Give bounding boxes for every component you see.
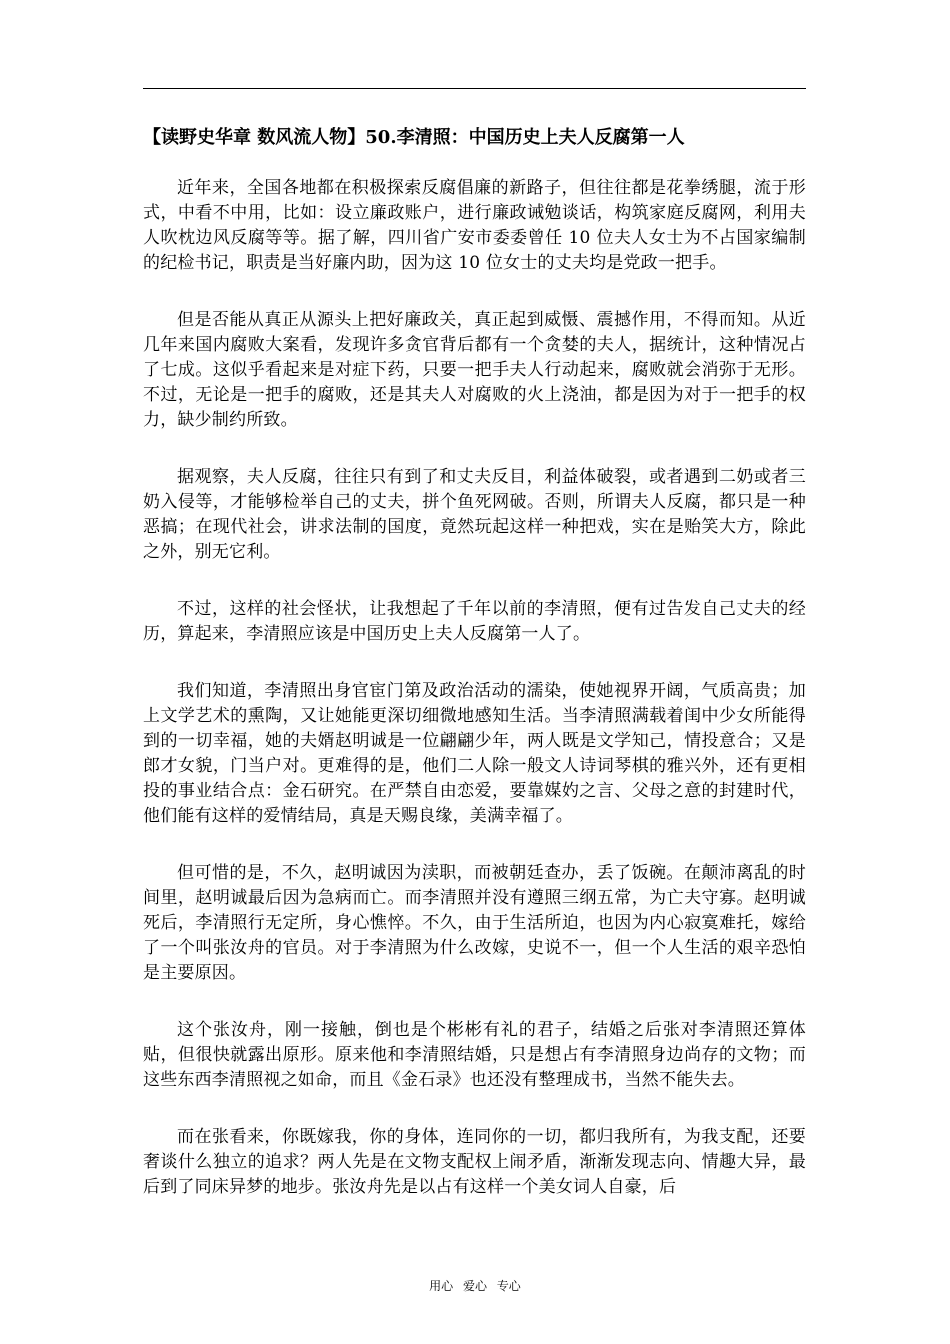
- paragraph: 我们知道，李清照出身官宦门第及政治活动的濡染，使她视界开阔，气质高贵；加上文学艺术的熏陶，又让她能更深切细微地感知生活。当李清照满载着闺中少女所能得到的一切幸福，她的夫婿赵明诚是一位翩翩少年，两人既是文学知己，情投意合；又是郎才女貌，门当户对。更难得的是，他们二人除一般文人诗词琴棋的雅兴外，还有更相投的事业结合点：金石研究。在严禁自由恋爱，要靠媒妁之言、父母之意的封建时代，他们能有这样的爱情结局，真是天赐良缘，美满幸福了。: [143, 681, 806, 826]
- paragraph: 不过，这样的社会怪状，让我想起了千年以前的李清照，便有过告发自己丈夫的经历，算起来，李清照应该是中国历史上夫人反腐第一人了。: [143, 599, 806, 644]
- paragraph: 近年来，全国各地都在积极探索反腐倡廉的新路子，但往往都是花拳绣腿，流于形式，中看不中用，比如：设立廉政账户，进行廉政诫勉谈话，构筑家庭反腐网，利用夫人吹枕边风反腐等等。据了解，四川省广安市委委曾任 10 位夫人女士为不占国家编制的纪检书记，职责是当好廉内助，因为这 10 位女士的丈夫均是党政一把手。: [143, 178, 806, 273]
- paragraph: 据观察，夫人反腐，往往只有到了和丈夫反目，利益体破裂，或者遇到二奶或者三奶入侵等，才能够检举自己的丈夫，拼个鱼死网破。否则，所谓夫人反腐，都只是一种恶搞；在现代社会，讲求法制的国度，竟然玩起这样一种把戏，实在是贻笑大方，除此之外，别无它利。: [143, 467, 806, 562]
- paragraph: 但是否能从真正从源头上把好廉政关，真正起到威慑、震撼作用，不得而知。从近几年来国内腐败大案看，发现许多贪官背后都有一个贪婪的夫人，据统计，这种情况占了七成。这似乎看起来是对症下药，只要一把手夫人行动起来，腐败就会消弥于无形。不过，无论是一把手的腐败，还是其夫人对腐败的火上浇油，都是因为对于一把手的权力，缺少制约所致。: [143, 310, 806, 430]
- paragraph: 而在张看来，你既嫁我，你的身体，连同你的一切，都归我所有，为我支配，还要奢谈什么独立的追求？两人先是在文物支配权上闹矛盾，渐渐发现志向、情趣大异，最后到了同床异梦的地步。张汝舟先是以占有这样一个美女词人自豪，后: [143, 1127, 806, 1197]
- paragraph: 但可惜的是，不久，赵明诚因为渎职，而被朝廷查办，丢了饭碗。在颠沛离乱的时间里，赵明诚最后因为急病而亡。而李清照并没有遵照三纲五常，为亡夫守寡。赵明诚死后，李清照行无定所，身心憔悴。不久，由于生活所迫，也因为内心寂寞难托，嫁给了一个叫张汝舟的官员。对于李清照为什么改嫁，史说不一，但一个人生活的艰辛恐怕是主要原因。: [143, 863, 806, 983]
- article-title: 【读野史华章 数风流人物】50.李清照：中国历史上夫人反腐第一人: [143, 127, 685, 148]
- paragraph: 这个张汝舟，刚一接触，倒也是个彬彬有礼的君子，结婚之后张对李清照还算体贴，但很快就露出原形。原来他和李清照结婚，只是想占有李清照身边尚存的文物；而这些东西李清照视之如命，而且《金石录》也还没有整理成书，当然不能失去。: [143, 1020, 806, 1090]
- page-footer: 用心 爱心 专心: [429, 1279, 521, 1293]
- article-body: [143, 176, 806, 1232]
- header-rule: [143, 88, 806, 89]
